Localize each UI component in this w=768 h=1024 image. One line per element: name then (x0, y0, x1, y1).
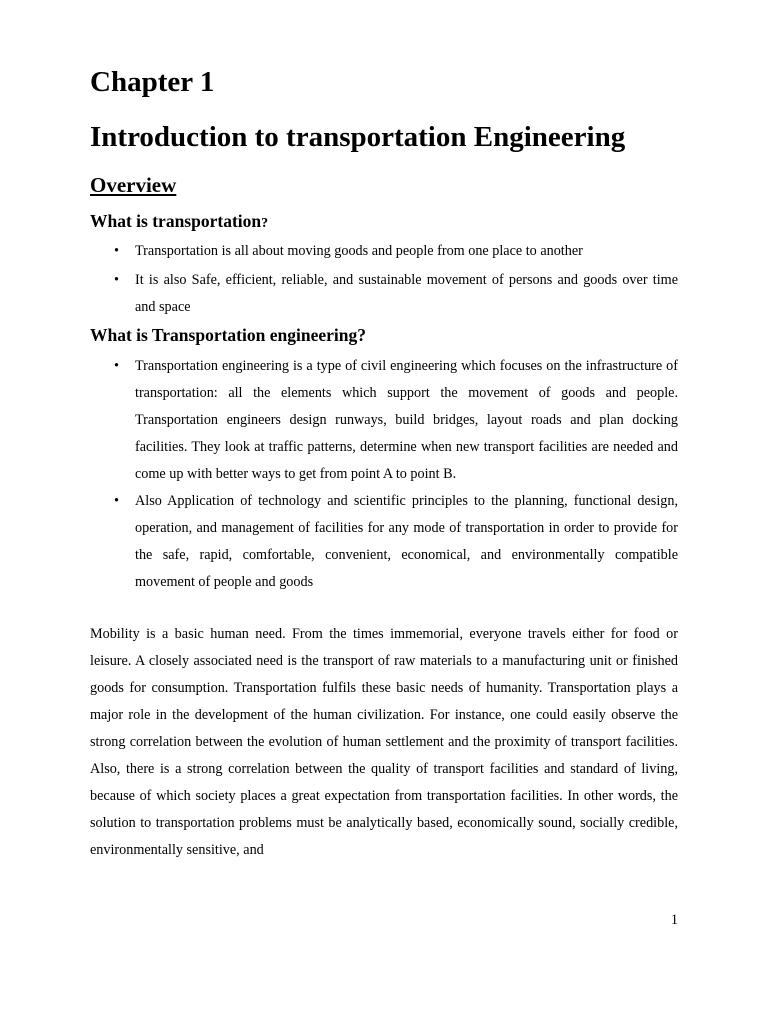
list-item (90, 488, 678, 596)
bullet-list-transportation (90, 238, 678, 321)
bullet-icon: • (114, 493, 119, 509)
list-item-text: Transportation is all about moving goods and people from one place to another (135, 243, 583, 259)
bullet-icon: • (114, 358, 119, 374)
body-paragraph: Mobility is a basic human need. From the times immemorial, everyone travels either for food or leisure. A closely associated need is the transport of raw materials to a manufacturing unit or finished goods for consumption. Transportation fulfils these basic needs of humanity. Transportation plays a major role in the development of the human civilization. For instance, one could easily observe the strong correlation between the evolution of human settlement and the proximity of transport facilities. Also, there is a strong correlation between the quality of transport facilities and standard of living, because of which society places a great expectation from transportation facilities. In other words, the solution to transportation problems must be analytically based, economically sound, socially credible, environmentally sensitive, and (90, 626, 678, 858)
question-heading-text: What is transportation (90, 211, 262, 231)
list-item-text: Transportation engineering is a type of civil engineering which focuses on the infrastructure of transportation: all the elements which support the movement of goods and people. Transportation engineers design runways, build bridges, layout roads and plan docking facilities. They look at traffic patterns, determine when new transport facilities are needed and come up with better ways to get from point A to point B. (135, 358, 678, 482)
list-item-text: It is also Safe, efficient, reliable, and sustainable movement of persons and goods over time and space (135, 272, 678, 315)
list-item (90, 238, 678, 265)
chapter-title: Introduction to transportation Engineering (90, 121, 626, 153)
section-heading-overview: Overview (90, 173, 177, 197)
list-item-text: Also Application of technology and scientific principles to the planning, functional design, operation, and management of facilities for any mode of transportation in order to provide for the safe, rapid, comfortable, convenient, economical, and environmentally compatible movement of people and goods (135, 493, 678, 590)
bullet-icon: • (114, 243, 119, 259)
question-heading-transportation (90, 208, 268, 237)
question-mark: ? (261, 216, 269, 231)
list-item (90, 353, 678, 488)
question-heading-engineering: What is Transportation engineering? (90, 325, 366, 345)
chapter-heading: Chapter 1 (90, 66, 215, 98)
bullet-list-engineering (90, 353, 678, 596)
bullet-icon: • (114, 272, 119, 288)
list-item (90, 267, 678, 321)
page-number: 1 (670, 912, 678, 928)
